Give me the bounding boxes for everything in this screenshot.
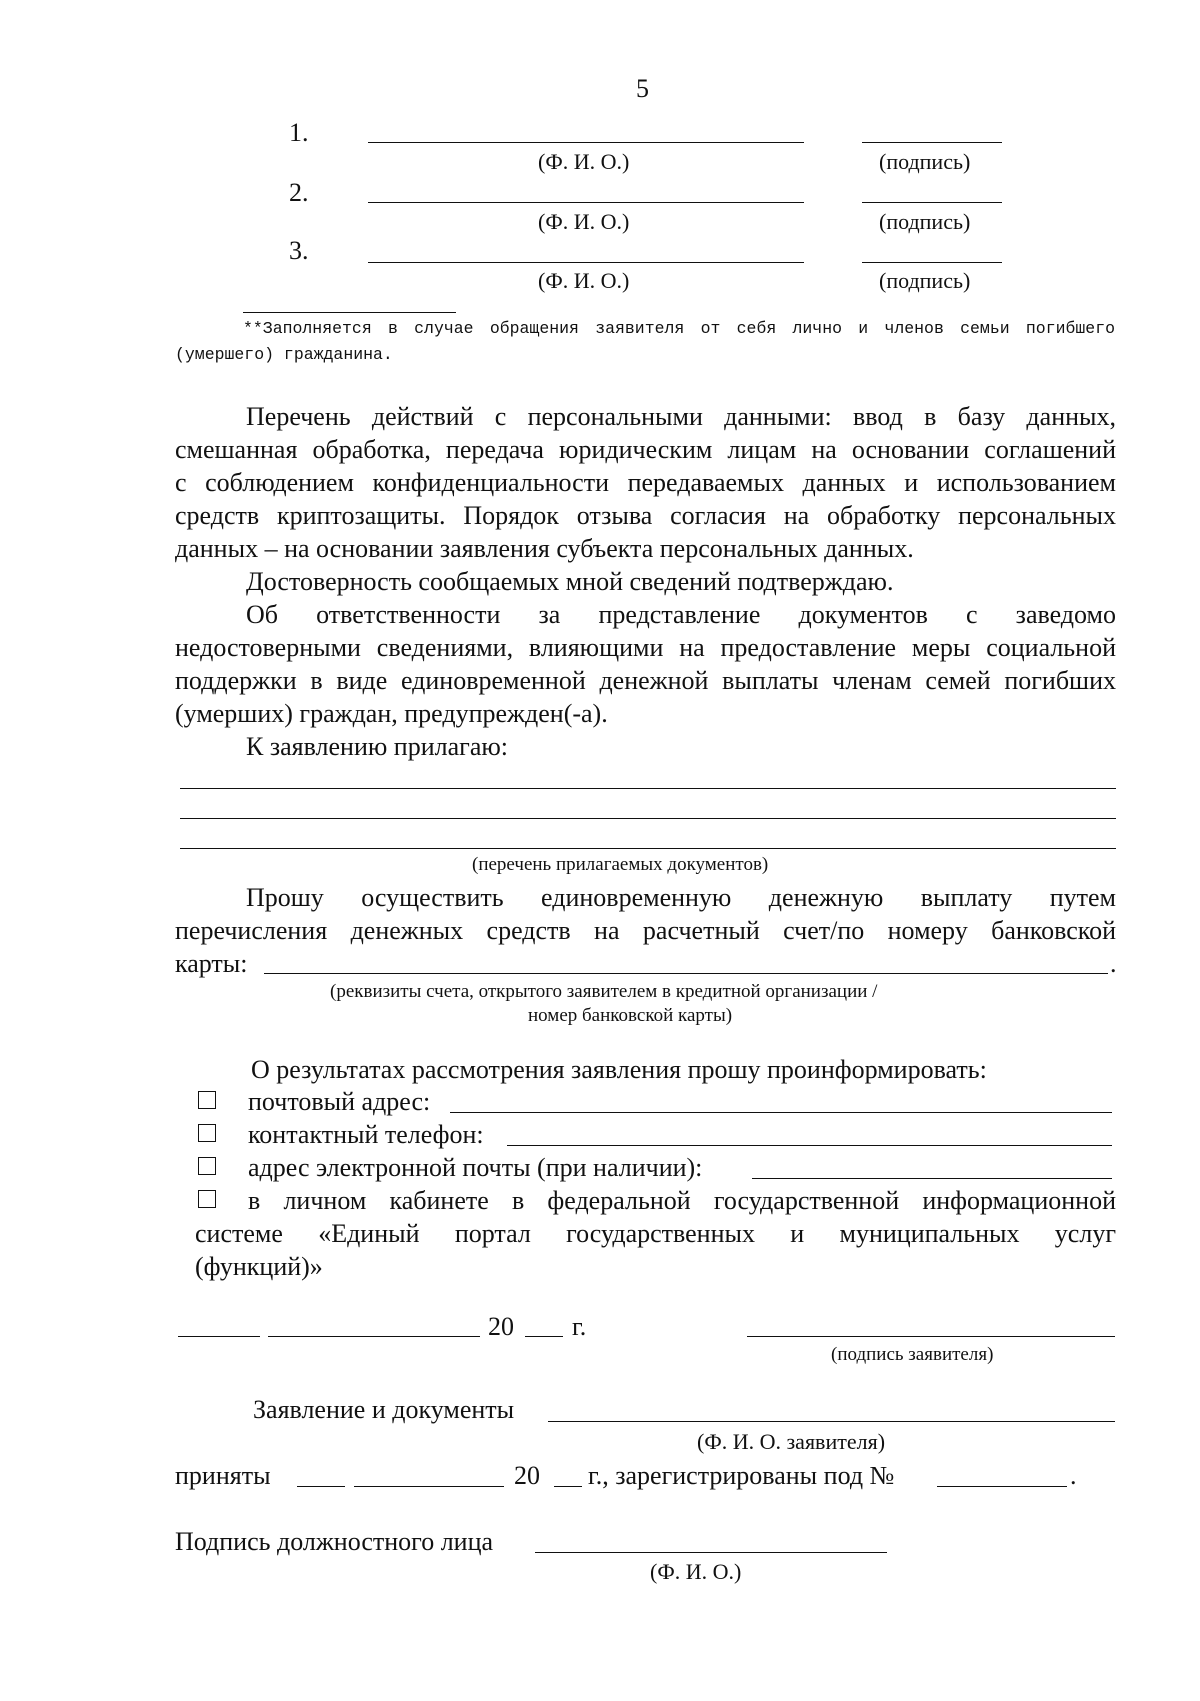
consent-line: данных – на основании заявления субъекта персональных данных.	[175, 534, 914, 563]
phone-checkbox[interactable]	[198, 1124, 216, 1142]
responsibility-line: Об ответственности за представление документов с заведомо	[246, 600, 1116, 629]
responsibility-line: недостоверными сведениями, влияющими на предоставление меры социальной	[175, 633, 1116, 662]
signature-line[interactable]	[862, 262, 1002, 263]
signature-line[interactable]	[862, 202, 1002, 203]
card-end: .	[1110, 949, 1117, 978]
portal-line: системе «Единый портал государственных и муниципальных услуг	[195, 1219, 1116, 1248]
accepted-month-line[interactable]	[354, 1486, 504, 1487]
fio-line[interactable]	[368, 142, 804, 143]
attachments-label: К заявлению прилагаю:	[246, 732, 509, 761]
official-signature-line[interactable]	[535, 1552, 887, 1553]
signature-caption: (подпись)	[879, 149, 971, 174]
fio-caption: (Ф. И. О.)	[538, 209, 630, 234]
attachment-line[interactable]	[180, 848, 1116, 849]
card-caption: (реквизиты счета, открытого заявителем в кредитной организации /	[330, 981, 878, 1002]
signature-line[interactable]	[862, 142, 1002, 143]
footnote-separator	[243, 312, 456, 313]
fio-caption: (Ф. И. О.)	[538, 268, 630, 293]
registration-end: .	[1070, 1461, 1077, 1490]
payment-line: Прошу осуществить единовременную денежную выплату путем	[246, 883, 1116, 912]
accepted-day-line[interactable]	[297, 1486, 345, 1487]
day-line[interactable]	[178, 1336, 260, 1337]
portal-line: (функций)»	[195, 1252, 323, 1281]
applicant-fio-line[interactable]	[548, 1421, 1115, 1422]
card-caption: номер банковской карты)	[528, 1005, 733, 1026]
portal-line: в личном кабинете в федеральной государственной информационной	[248, 1186, 1116, 1215]
official-label: Подпись должностного лица	[175, 1527, 494, 1556]
card-number-line[interactable]	[264, 973, 1108, 974]
attachment-line[interactable]	[180, 818, 1116, 819]
confirm-text: Достоверность сообщаемых мной сведений подтверждаю.	[246, 567, 894, 596]
card-label: карты:	[175, 949, 248, 978]
postal-input-line[interactable]	[450, 1112, 1112, 1113]
phone-input-line[interactable]	[507, 1145, 1112, 1146]
signature-caption: (подпись)	[879, 209, 971, 234]
row-number: 2.	[289, 178, 309, 207]
portal-checkbox[interactable]	[198, 1190, 216, 1208]
fio-line[interactable]	[368, 262, 804, 263]
applicant-signature-line[interactable]	[747, 1336, 1115, 1337]
notify-heading: О результатах рассмотрения заявления прошу проинформировать:	[251, 1055, 987, 1084]
fio-caption: (Ф. И. О.)	[538, 149, 630, 174]
consent-line: с соблюдением конфиденциальности передаваемых данных и использованием	[175, 468, 1116, 497]
accepted-year-line[interactable]	[554, 1486, 582, 1487]
phone-label: контактный телефон:	[248, 1120, 484, 1149]
email-checkbox[interactable]	[198, 1157, 216, 1175]
email-label: адрес электронной почты (при наличии):	[248, 1153, 703, 1182]
accepted-label: приняты	[175, 1461, 271, 1490]
email-input-line[interactable]	[752, 1178, 1112, 1179]
payment-line: перечисления денежных средств на расчетный счет/по номеру банковской	[175, 916, 1116, 945]
attachments-caption: (перечень прилагаемых документов)	[472, 854, 769, 875]
accepted-year-prefix: 20	[514, 1461, 540, 1490]
postal-label: почтовый адрес:	[248, 1087, 431, 1116]
registration-number-line[interactable]	[937, 1486, 1067, 1487]
consent-line: смешанная обработка, передача юридическим лицам на основании соглашений	[175, 435, 1116, 464]
fio-line[interactable]	[368, 202, 804, 203]
responsibility-line: поддержки в виде единовременной денежной выплаты членам семей погибших	[175, 666, 1116, 695]
month-line[interactable]	[268, 1336, 480, 1337]
footnote-line: (умершего) гражданина.	[175, 345, 393, 364]
year-line[interactable]	[525, 1336, 563, 1337]
responsibility-line: (умерших) граждан, предупрежден(-а).	[175, 699, 608, 728]
consent-line: Перечень действий с персональными данными: ввод в базу данных,	[246, 402, 1116, 431]
row-number: 1.	[289, 118, 309, 147]
page-number: 5	[636, 74, 649, 103]
postal-checkbox[interactable]	[198, 1091, 216, 1109]
row-number: 3.	[289, 236, 309, 265]
footnote-line: **Заполняется в случае обращения заявителя от себя лично и членов семьи погибшего	[243, 319, 1115, 338]
official-fio-caption: (Ф. И. О.)	[650, 1559, 742, 1584]
applicant-signature-caption: (подпись заявителя)	[831, 1344, 994, 1365]
attachment-line[interactable]	[180, 788, 1116, 789]
acceptance-label: Заявление и документы	[253, 1395, 515, 1424]
registered-label: г., зарегистрированы под №	[588, 1461, 895, 1490]
year-prefix: 20	[488, 1312, 514, 1341]
year-suffix: г.	[572, 1312, 587, 1341]
consent-line: средств криптозащиты. Порядок отзыва согласия на обработку персональных	[175, 501, 1116, 530]
applicant-fio-caption: (Ф. И. О. заявителя)	[697, 1429, 886, 1454]
signature-caption: (подпись)	[879, 268, 971, 293]
